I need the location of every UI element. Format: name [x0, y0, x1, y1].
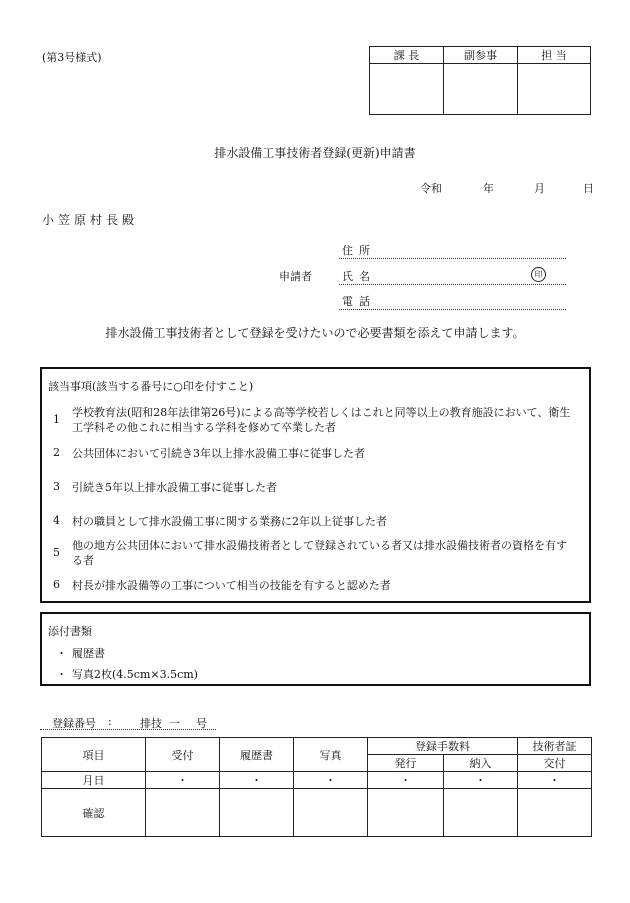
- date-era: 令和: [420, 182, 442, 195]
- processing-record-table: [41, 737, 592, 837]
- header-delivery: 交付: [518, 755, 592, 772]
- confirm-cell-receipt[interactable]: [146, 789, 220, 837]
- attachment-item-resume: [56, 645, 105, 661]
- registration-number-line[interactable]: [40, 715, 216, 730]
- date-month: 月: [534, 182, 545, 195]
- qualifications-header: 該当事項(該当する番号に○印を付すこと): [48, 380, 254, 393]
- attachment-label: 写真2枚(4.5cm×3.5cm): [72, 668, 198, 681]
- document-title: 排水設備工事技術者登録(更新)申請書: [214, 146, 416, 160]
- qualification-text: 他の地方公共団体において排水設備技術者として登録されている者又は排水設備技術者の資格を有する者: [72, 539, 567, 567]
- row-label-confirm: 確認: [42, 789, 146, 837]
- qualifications-box: [40, 367, 591, 603]
- bullet-icon: ・: [56, 647, 67, 660]
- qualification-number: 2: [53, 446, 60, 459]
- qualification-number: 4: [53, 514, 60, 527]
- header-receipt: 受付: [146, 738, 220, 772]
- approval-cell-deputy[interactable]: [444, 64, 518, 115]
- header-issue: 発行: [368, 755, 444, 772]
- registration-label: 登録番号: [52, 717, 96, 730]
- addressee: 小笠原村長殿: [42, 213, 139, 227]
- confirm-cell-delivery[interactable]: [518, 789, 592, 837]
- phone-field[interactable]: [339, 293, 566, 310]
- name-field[interactable]: [339, 268, 566, 285]
- approval-header-deputy: 副参事: [444, 47, 518, 64]
- date-cell-resume[interactable]: ・: [220, 772, 294, 789]
- qualification-text: 引続き5年以上排水設備工事に従事した者: [72, 481, 277, 494]
- application-statement: 排水設備工事技術者として登録を受けたいので必要書類を添えて申請します。: [105, 326, 525, 340]
- date-cell-issue[interactable]: ・: [368, 772, 444, 789]
- date-line: [420, 180, 592, 196]
- approval-header-chief: 課 長: [370, 47, 444, 64]
- registration-suffix: 号: [196, 717, 207, 730]
- qualification-text: 村長が排水設備等の工事について相当の技能を有すると認めた者: [72, 579, 391, 592]
- qualification-text: 村の職員として排水設備工事に関する業務に2年以上従事した者: [72, 515, 387, 528]
- header-item: 項目: [42, 738, 146, 772]
- header-technician-certificate: 技術者証: [518, 738, 592, 755]
- qualification-number: 5: [53, 546, 60, 559]
- approval-cell-staff[interactable]: [518, 64, 591, 115]
- attachments-box: [40, 612, 591, 686]
- qualification-number: 6: [53, 578, 60, 591]
- bullet-icon: ・: [56, 668, 67, 681]
- header-photo: 写真: [294, 738, 368, 772]
- date-cell-receipt[interactable]: ・: [146, 772, 220, 789]
- address-field[interactable]: [339, 242, 566, 259]
- qualification-text: 公共団体において引続き3年以上排水設備工事に従事した者: [72, 447, 365, 460]
- date-day: 日: [583, 182, 594, 195]
- attachment-label: 履歴書: [72, 647, 105, 660]
- registration-prefix: 排技: [140, 717, 162, 730]
- seal-mark-icon: 印: [531, 267, 546, 282]
- phone-label: 電話: [342, 295, 376, 308]
- approval-cell-chief[interactable]: [370, 64, 444, 115]
- date-cell-delivery[interactable]: ・: [518, 772, 592, 789]
- qualification-number: 3: [53, 480, 60, 493]
- confirm-cell-photo[interactable]: [294, 789, 368, 837]
- date-cell-payment[interactable]: ・: [444, 772, 518, 789]
- registration-colon: :: [108, 715, 112, 728]
- attachment-item-photo: [56, 666, 198, 682]
- confirm-cell-payment[interactable]: [444, 789, 518, 837]
- qualification-text: 学校教育法(昭和28年法律第26号)による高等学校若しくはこれと同等以上の教育施設において、衛生工学科その他これに相当する学科を修めて卒業した者: [72, 406, 571, 434]
- header-payment: 納入: [444, 755, 518, 772]
- form-number: (第3号様式): [42, 51, 102, 64]
- attachments-header: 添付書類: [48, 625, 92, 638]
- address-label: 住所: [342, 244, 376, 257]
- header-registration-fee: 登録手数料: [368, 738, 518, 755]
- registration-dash: 一: [169, 717, 180, 730]
- header-resume: 履歴書: [220, 738, 294, 772]
- confirm-cell-resume[interactable]: [220, 789, 294, 837]
- row-label-date: 月日: [42, 772, 146, 789]
- qualification-number: 1: [53, 413, 60, 426]
- approval-stamp-table: [369, 46, 591, 115]
- approval-header-staff: 担 当: [518, 47, 591, 64]
- confirm-cell-issue[interactable]: [368, 789, 444, 837]
- name-label: 氏名: [342, 270, 376, 283]
- applicant-label: 申請者: [279, 270, 312, 283]
- date-year: 年: [483, 182, 494, 195]
- date-cell-photo[interactable]: ・: [294, 772, 368, 789]
